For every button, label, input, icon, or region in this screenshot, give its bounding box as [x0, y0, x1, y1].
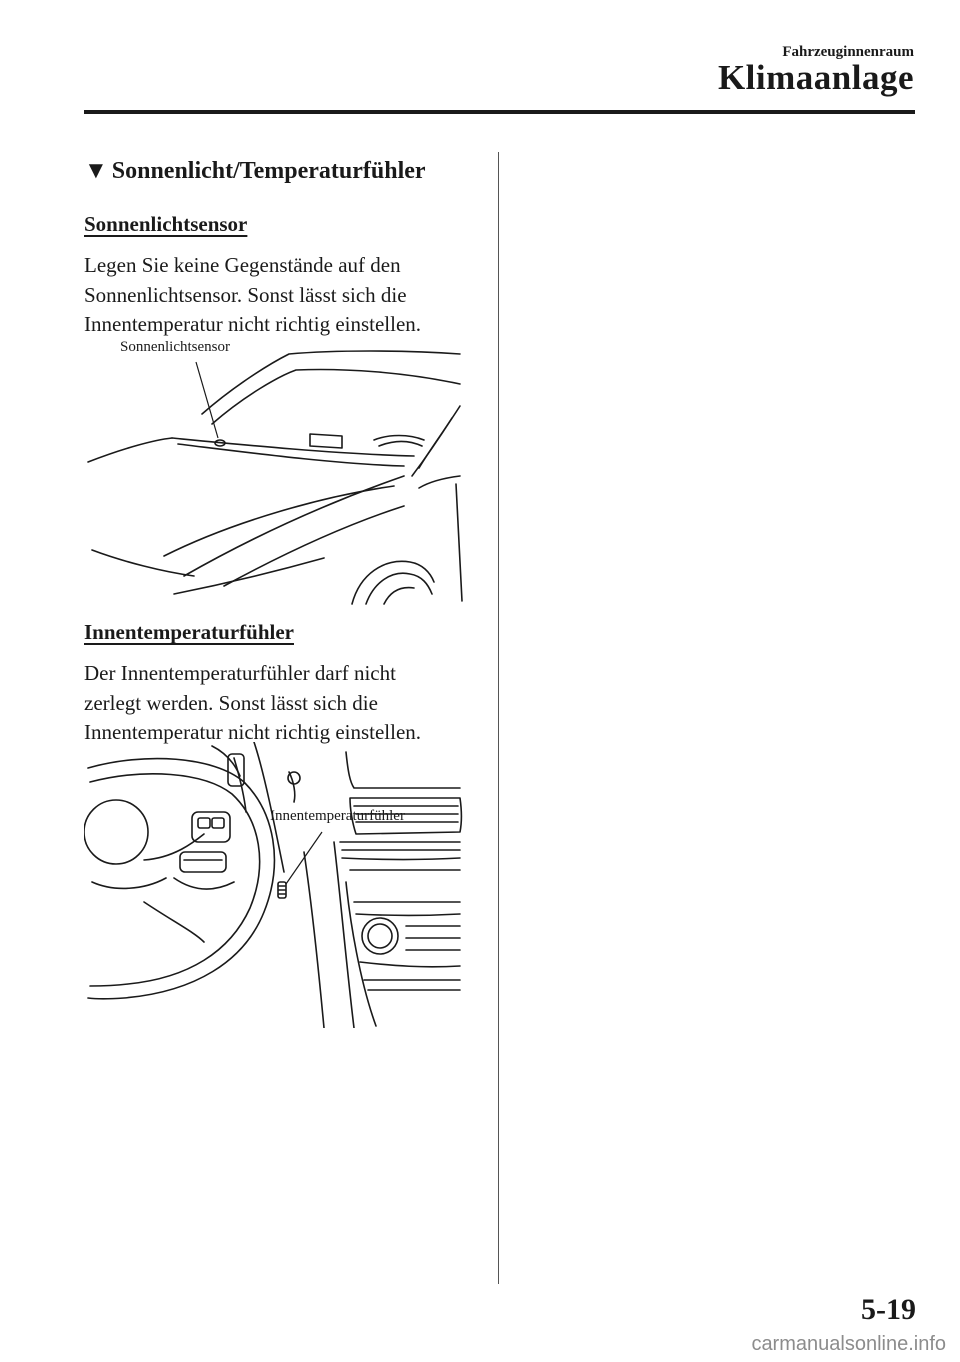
temp-sensor-illustration — [84, 742, 468, 1028]
triangle-marker-icon: ▼ — [84, 158, 108, 184]
sun-sensor-callout-label: Sonnenlichtsensor — [120, 339, 230, 355]
sun-sensor-paragraph — [84, 251, 484, 340]
paragraph-line: Innentemperatur nicht richtig einstellen. — [84, 720, 422, 744]
header-rule — [84, 110, 915, 114]
temp-sensor-callout-label: Innentemperaturfühler — [270, 808, 405, 824]
sun-sensor-leader-line — [84, 336, 468, 606]
column-divider — [498, 152, 499, 1284]
page-number: 5-19 — [861, 1293, 916, 1326]
section-heading — [84, 158, 426, 185]
section-heading-text: Sonnenlicht/Temperaturfühler — [111, 158, 426, 184]
sun-sensor-illustration — [84, 336, 468, 606]
paragraph-line: Der Innentemperaturfühler darf nicht — [84, 661, 396, 685]
chapter-label: Fahrzeuginnenraum — [782, 44, 914, 60]
paragraph-line: Innentemperatur nicht richtig einstellen. — [84, 312, 422, 336]
temp-sensor-paragraph — [84, 659, 484, 748]
paragraph-line: zerlegt werden. Sonst lässt sich die — [84, 690, 378, 715]
temp-sensor-heading: Innentemperaturfühler — [84, 620, 294, 644]
temp-sensor-leader-line — [84, 742, 468, 1028]
sun-sensor-heading: Sonnenlichtsensor — [84, 212, 248, 236]
page-title: Klimaanlage — [717, 58, 914, 97]
watermark: carmanualsonline.info — [751, 1333, 946, 1355]
paragraph-line: Sonnenlichtsensor. Sonst lässt sich die — [84, 282, 407, 307]
paragraph-line: Legen Sie keine Gegenstände auf den — [84, 253, 401, 277]
